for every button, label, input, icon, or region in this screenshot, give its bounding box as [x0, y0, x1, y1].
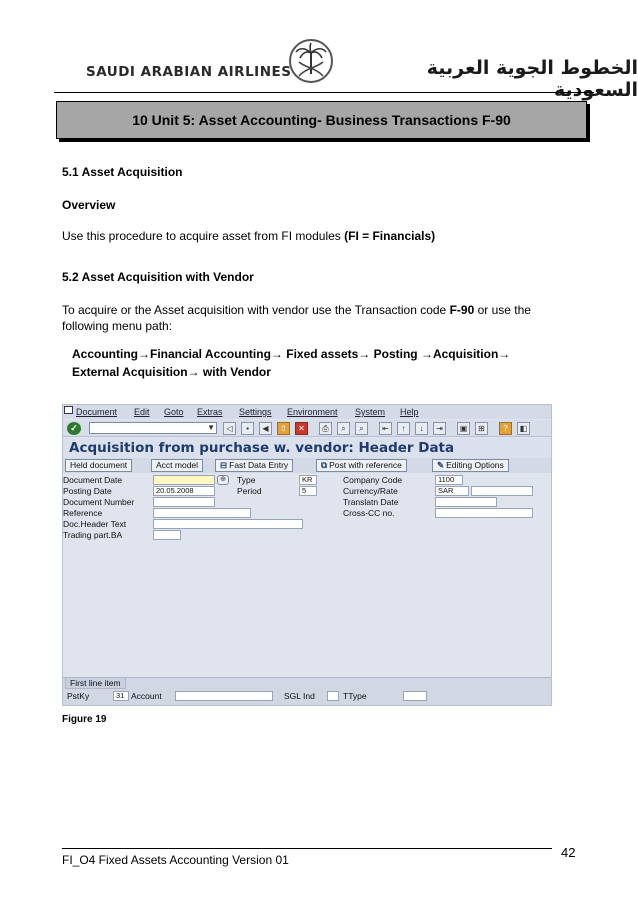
airline-name-english: SAUDI ARABIAN AIRLINES: [86, 64, 292, 80]
reference-label: Reference: [63, 508, 103, 518]
pstky-field[interactable]: 31: [113, 691, 129, 701]
menu-extras[interactable]: Extras: [197, 407, 223, 417]
header-divider: [54, 92, 594, 93]
sgl-ind-field[interactable]: [327, 691, 339, 701]
footer-divider: [62, 848, 552, 849]
menu-environment[interactable]: Environment: [287, 407, 338, 417]
save-icon[interactable]: ▪: [241, 422, 254, 435]
previous-page-icon[interactable]: ↑: [397, 422, 410, 435]
command-field[interactable]: [89, 422, 217, 434]
fast-data-entry-label: Fast Data Entry: [229, 460, 289, 470]
dropdown-icon[interactable]: ▼: [207, 423, 215, 432]
cross-cc-label: Cross-CC no.: [343, 508, 395, 518]
back-start-icon[interactable]: ◁: [223, 422, 236, 435]
menu-path-step: Accounting: [72, 347, 138, 361]
fast-entry-icon: ⊟: [220, 460, 228, 470]
menu-path-step: Financial Accounting: [150, 347, 271, 361]
section-heading-5-1: 5.1 Asset Acquisition: [62, 165, 183, 179]
account-field[interactable]: [175, 691, 273, 701]
sap-application-toolbar: [63, 458, 551, 473]
pstky-label: PstKy: [67, 691, 90, 701]
menu-document[interactable]: Document: [76, 407, 118, 417]
currency-rate-label: Currency/Rate: [343, 486, 398, 496]
next-page-icon[interactable]: ↓: [415, 422, 428, 435]
editing-options-icon: ✎: [437, 460, 445, 470]
post-with-reference-button[interactable]: [316, 459, 407, 472]
menu-edit[interactable]: Edit: [134, 407, 150, 417]
menu-help[interactable]: Help: [400, 407, 419, 417]
palm-and-swords-emblem-icon: [288, 38, 334, 84]
menu-path-step: External Acquisition: [72, 365, 188, 379]
figure-caption: Figure 19: [62, 714, 107, 725]
translatn-date-label: Translatn Date: [343, 497, 399, 507]
fast-data-entry-button[interactable]: [215, 459, 293, 472]
airline-logo-header: [0, 30, 638, 101]
sap-standard-toolbar: [63, 420, 551, 437]
arrow-right-icon: →: [420, 347, 433, 361]
transaction-code: F-90: [449, 303, 475, 317]
document-number-label: Document Number: [63, 497, 135, 507]
sap-screen-title: Acquisition from purchase w. vendor: Header Data: [63, 438, 551, 458]
menu-path-step: Posting: [370, 347, 421, 361]
arrow-right-icon: →: [187, 365, 200, 379]
find-icon[interactable]: ⌕: [337, 422, 350, 435]
exit-icon[interactable]: ⇧: [277, 422, 290, 435]
post-with-reference-label: Post with reference: [329, 460, 402, 470]
type-field[interactable]: KR: [299, 475, 317, 485]
overview-heading: Overview: [62, 198, 116, 212]
first-line-item-section: [63, 677, 551, 706]
arrow-right-icon: →: [270, 347, 283, 361]
arrow-right-icon: →: [358, 347, 371, 361]
first-page-icon[interactable]: ⇤: [379, 422, 392, 435]
ttype-field[interactable]: [403, 691, 427, 701]
document-date-label: Document Date: [63, 475, 123, 485]
company-code-field[interactable]: 1100: [435, 475, 463, 485]
arrow-right-icon: →: [138, 347, 150, 361]
system-menu-icon[interactable]: [64, 406, 73, 414]
period-label: Period: [237, 486, 262, 496]
doc-header-text-field[interactable]: [153, 519, 303, 529]
shortcut-icon[interactable]: ⊞: [475, 422, 488, 435]
vendor-paragraph: [62, 302, 562, 334]
reference-icon: ⧉: [321, 460, 328, 470]
trading-part-field[interactable]: [153, 530, 181, 540]
back-icon[interactable]: ◀: [259, 422, 272, 435]
document-date-field[interactable]: [153, 475, 215, 485]
menu-path: [72, 345, 552, 381]
cancel-icon[interactable]: ✕: [295, 422, 308, 435]
enter-check-icon[interactable]: ✓: [67, 422, 81, 435]
overview-text: Use this procedure to acquire asset from FI modules: [62, 229, 345, 243]
section-heading-5-2: 5.2 Asset Acquisition with Vendor: [62, 270, 254, 284]
sgl-ind-label: SGL Ind: [284, 691, 315, 701]
trading-part-label: Trading part.BA: [63, 530, 123, 540]
sap-screenshot-figure: [62, 404, 552, 706]
menu-path-step: with Vendor: [199, 365, 271, 379]
overview-bold-text: (FI = Financials): [344, 229, 436, 243]
help-icon[interactable]: ?: [499, 422, 512, 435]
header-data-form: [63, 475, 551, 675]
menu-path-step: Acquisition: [432, 347, 499, 361]
menu-settings[interactable]: Settings: [239, 407, 272, 417]
sap-menu-bar: [63, 405, 551, 419]
vendor-text-b: or use the: [474, 303, 531, 317]
footer-document-title: FI_O4 Fixed Assets Accounting Version 01: [62, 853, 289, 867]
held-document-button[interactable]: Held document: [65, 459, 132, 472]
exchange-rate-field[interactable]: [471, 486, 533, 496]
posting-date-label: Posting Date: [63, 486, 112, 496]
vendor-text-a: To acquire or the Asset acquisition with vendor use the Transaction code: [62, 303, 450, 317]
airline-name-arabic: الخطوط الجوية العربية السعودية: [426, 57, 638, 101]
layout-menu-icon[interactable]: ◧: [517, 422, 530, 435]
account-label: Account: [131, 691, 162, 701]
print-icon[interactable]: ⎙: [319, 422, 332, 435]
vendor-text-line2: following menu path:: [62, 319, 173, 333]
translatn-date-field[interactable]: [435, 497, 497, 507]
menu-goto[interactable]: Goto: [164, 407, 184, 417]
reference-field[interactable]: [153, 508, 251, 518]
editing-options-button[interactable]: [432, 459, 509, 472]
first-line-item-tab: First line item: [65, 678, 126, 689]
menu-system[interactable]: System: [355, 407, 386, 417]
cross-cc-field[interactable]: [435, 508, 533, 518]
period-field[interactable]: 5: [299, 486, 317, 496]
doc-header-text-label: Doc.Header Text: [63, 519, 127, 529]
posting-date-field[interactable]: 20.05.2008: [153, 486, 215, 496]
last-page-icon[interactable]: ⇥: [433, 422, 446, 435]
company-code-label: Company Code: [343, 475, 403, 485]
ttype-label: TType: [343, 691, 367, 701]
acct-model-button[interactable]: Acct model: [151, 459, 203, 472]
find-next-icon[interactable]: ⌕: [355, 422, 368, 435]
currency-field[interactable]: SAR: [435, 486, 469, 496]
calendar-icon[interactable]: ⊕: [217, 475, 229, 485]
arrow-right-icon: →: [498, 347, 511, 361]
chapter-title-box: 10 Unit 5: Asset Accounting- Business Transactions F-90: [56, 101, 587, 139]
editing-options-label: Editing Options: [446, 460, 504, 470]
menu-path-step: Fixed assets: [282, 347, 359, 361]
new-session-icon[interactable]: ▣: [457, 422, 470, 435]
type-label: Type: [237, 475, 256, 485]
overview-paragraph: [62, 228, 435, 244]
document-number-field[interactable]: [153, 497, 215, 507]
page-number: 42: [561, 845, 576, 860]
